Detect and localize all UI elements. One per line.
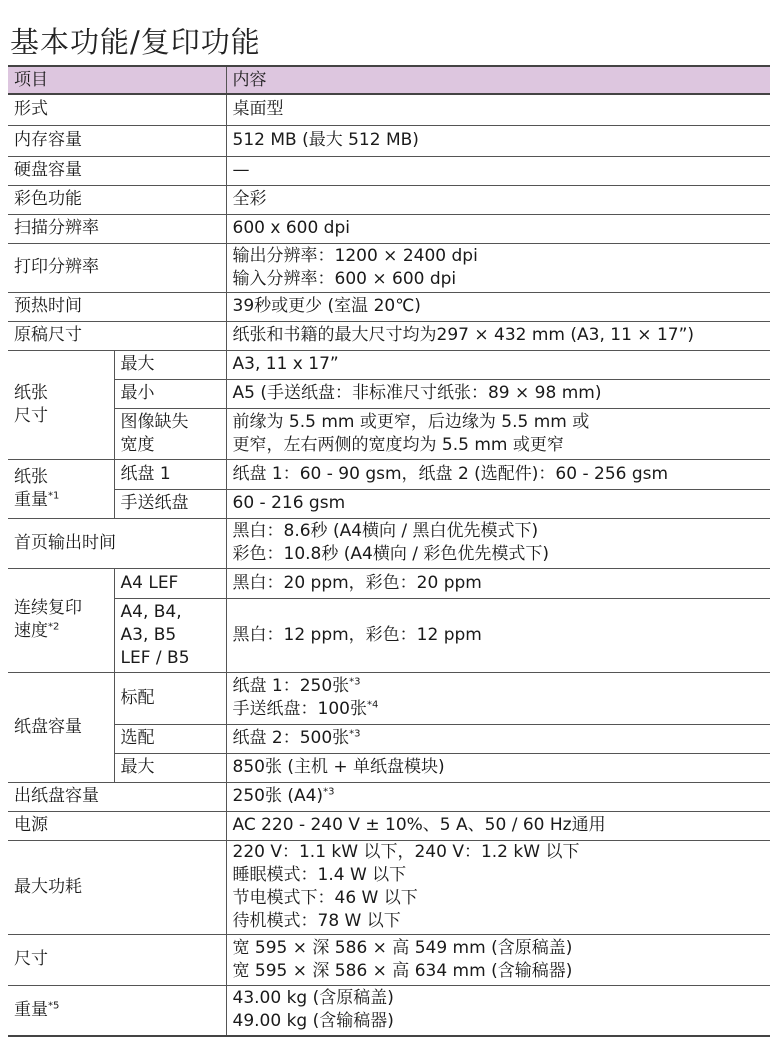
row-value: A5 (手送纸盘：非标准尺寸纸张：89 × 98 mm) bbox=[226, 379, 770, 408]
sub-label bbox=[114, 408, 226, 459]
row-value: 60 - 216 gsm bbox=[226, 489, 770, 518]
sub-label-line: A3, B5 bbox=[120, 624, 177, 645]
row-value bbox=[226, 985, 770, 1036]
group-label-paper-weight bbox=[8, 459, 114, 518]
table-row bbox=[8, 985, 770, 1036]
row-value bbox=[226, 518, 770, 568]
sub-label: 手送纸盘 bbox=[114, 489, 226, 518]
table-row bbox=[8, 185, 770, 214]
row-value bbox=[226, 840, 770, 934]
table-row bbox=[8, 518, 770, 568]
sub-label: A4 LEF bbox=[114, 568, 226, 598]
footnote-mark: *5 bbox=[48, 1000, 60, 1012]
table-row bbox=[8, 672, 770, 724]
table-row bbox=[8, 292, 770, 321]
group-label-text: 速度 bbox=[14, 621, 48, 641]
row-label-text: 重量 bbox=[14, 999, 48, 1020]
header-item: 项目 bbox=[8, 66, 226, 94]
group-label-line bbox=[14, 489, 108, 512]
sub-label bbox=[114, 598, 226, 672]
value-line: 49.00 kg (含输稿器) bbox=[232, 1011, 394, 1032]
sub-label: 选配 bbox=[114, 724, 226, 753]
row-value: 纸盘 1：60 - 90 gsm，纸盘 2 (选配件)：60 - 256 gsm bbox=[226, 459, 770, 489]
footnote-mark: *1 bbox=[48, 489, 60, 501]
row-value bbox=[226, 672, 770, 724]
value-line: 宽 595 × 深 586 × 高 634 mm (含输稿器) bbox=[232, 960, 573, 981]
row-value: 桌面型 bbox=[226, 94, 770, 125]
table-row bbox=[8, 753, 770, 782]
table-row bbox=[8, 934, 770, 985]
value-line bbox=[233, 698, 765, 721]
sub-label-line: A4, B4, bbox=[120, 601, 182, 622]
row-value: 全彩 bbox=[226, 185, 770, 214]
row-label: 内存容量 bbox=[8, 125, 226, 156]
value-line: 更窄，左右两侧的宽度均为 5.5 mm 或更窄 bbox=[232, 434, 564, 455]
footnote-mark: *4 bbox=[366, 699, 379, 711]
table-row bbox=[8, 489, 770, 518]
footnote-mark: *3 bbox=[349, 728, 361, 740]
table-row bbox=[8, 811, 770, 840]
row-label bbox=[8, 985, 226, 1036]
footnote-mark: *2 bbox=[48, 621, 60, 633]
value-line: 待机模式：78 W 以下 bbox=[232, 911, 401, 931]
value-line: 前缘为 5.5 mm 或更窄，后边缘为 5.5 mm 或 bbox=[232, 411, 590, 432]
value-text: 250张 (A4) bbox=[232, 786, 324, 806]
row-label: 硬盘容量 bbox=[8, 156, 226, 185]
value-line: 彩色：10.8秒 (A4横向 / 彩色优先模式下) bbox=[232, 544, 549, 564]
table-row bbox=[8, 782, 770, 811]
value-text: 手送纸盘：100张 bbox=[232, 699, 367, 719]
sub-label: 标配 bbox=[114, 672, 226, 724]
sub-label: 最小 bbox=[114, 379, 226, 408]
table-row bbox=[8, 379, 770, 408]
group-label-line: 纸张 bbox=[14, 466, 48, 487]
value-line: 睡眠模式：1.4 W 以下 bbox=[232, 865, 407, 885]
sub-label: 纸盘 1 bbox=[114, 459, 226, 489]
value-text: 纸盘 1：250张 bbox=[232, 676, 350, 696]
table-row bbox=[8, 840, 770, 934]
row-value bbox=[226, 934, 770, 985]
value-line bbox=[233, 675, 765, 698]
value-line: 220 V：1.1 kW 以下，240 V：1.2 kW 以下 bbox=[232, 842, 580, 862]
table-row bbox=[8, 214, 770, 243]
value-line: 43.00 kg (含原稿盖) bbox=[232, 988, 394, 1009]
group-label-copy-speed bbox=[8, 568, 114, 672]
row-value: AC 220 - 240 V ± 10%、5 A、50 / 60 Hz通用 bbox=[226, 811, 770, 840]
row-label: 形式 bbox=[8, 94, 226, 125]
group-label-line: 尺寸 bbox=[14, 405, 48, 426]
value-line: 黑白：8.6秒 (A4横向 / 黑白优先模式下) bbox=[232, 521, 539, 541]
row-label: 原稿尺寸 bbox=[8, 321, 226, 350]
row-value: — bbox=[226, 156, 770, 185]
table-row bbox=[8, 243, 770, 292]
row-value bbox=[226, 724, 770, 753]
row-label: 纸盘容量 bbox=[8, 672, 114, 782]
table-row bbox=[8, 724, 770, 753]
footnote-mark: *3 bbox=[349, 676, 361, 688]
row-value: 512 MB (最大 512 MB) bbox=[226, 125, 770, 156]
group-label-line: 连续复印 bbox=[14, 598, 82, 618]
value-line: 节电模式下：46 W 以下 bbox=[232, 888, 418, 908]
table-row bbox=[8, 321, 770, 350]
group-label-text: 重量 bbox=[14, 489, 48, 510]
group-label-line bbox=[14, 620, 108, 643]
sub-label-line: 图像缺失 bbox=[120, 411, 189, 432]
value-line: 输入分辨率：600 × 600 dpi bbox=[232, 268, 457, 289]
row-label: 彩色功能 bbox=[8, 185, 226, 214]
row-value: 纸张和书籍的最大尺寸均为297 × 432 mm (A3, 11 × 17”) bbox=[226, 321, 770, 350]
table-row bbox=[8, 125, 770, 156]
row-value bbox=[226, 243, 770, 292]
table-row bbox=[8, 459, 770, 489]
value-line: 输出分辨率：1200 × 2400 dpi bbox=[232, 245, 478, 266]
row-value: 850张 (主机 + 单纸盘模块) bbox=[226, 753, 770, 782]
sub-label: 最大 bbox=[114, 350, 226, 379]
row-value: 黑白：12 ppm，彩色：12 ppm bbox=[226, 598, 770, 672]
row-value: A3, 11 x 17” bbox=[226, 350, 770, 379]
row-label: 打印分辨率 bbox=[8, 243, 226, 292]
value-line: 宽 595 × 深 586 × 高 549 mm (含原稿盖) bbox=[232, 937, 573, 958]
group-label-line: 纸张 bbox=[14, 382, 48, 403]
table-row bbox=[8, 568, 770, 598]
row-value: 600 x 600 dpi bbox=[226, 214, 770, 243]
row-label: 最大功耗 bbox=[8, 840, 226, 934]
spec-table bbox=[8, 65, 770, 1037]
row-value: 39秒或更少 (室温 20℃) bbox=[226, 292, 770, 321]
group-label-paper-size bbox=[8, 350, 114, 459]
table-row bbox=[8, 156, 770, 185]
value-text: 纸盘 2：500张 bbox=[232, 728, 350, 748]
header-content: 内容 bbox=[226, 66, 770, 94]
table-row bbox=[8, 94, 770, 125]
page-title: 基本功能/复印功能 bbox=[10, 25, 261, 59]
row-label: 扫描分辨率 bbox=[8, 214, 226, 243]
row-label: 尺寸 bbox=[8, 934, 226, 985]
row-label: 首页输出时间 bbox=[8, 518, 226, 568]
row-value: 黑白：20 ppm，彩色：20 ppm bbox=[226, 568, 770, 598]
row-value bbox=[226, 408, 770, 459]
table-row bbox=[8, 350, 770, 379]
row-label: 预热时间 bbox=[8, 292, 226, 321]
sub-label: 最大 bbox=[114, 753, 226, 782]
table-header-row bbox=[8, 66, 770, 94]
footnote-mark: *3 bbox=[323, 786, 335, 798]
table-row bbox=[8, 408, 770, 459]
row-label: 电源 bbox=[8, 811, 226, 840]
table-row bbox=[8, 598, 770, 672]
sub-label-line: LEF / B5 bbox=[120, 647, 190, 668]
row-value bbox=[226, 782, 770, 811]
row-label: 出纸盘容量 bbox=[8, 782, 226, 811]
sub-label-line: 宽度 bbox=[120, 434, 155, 455]
